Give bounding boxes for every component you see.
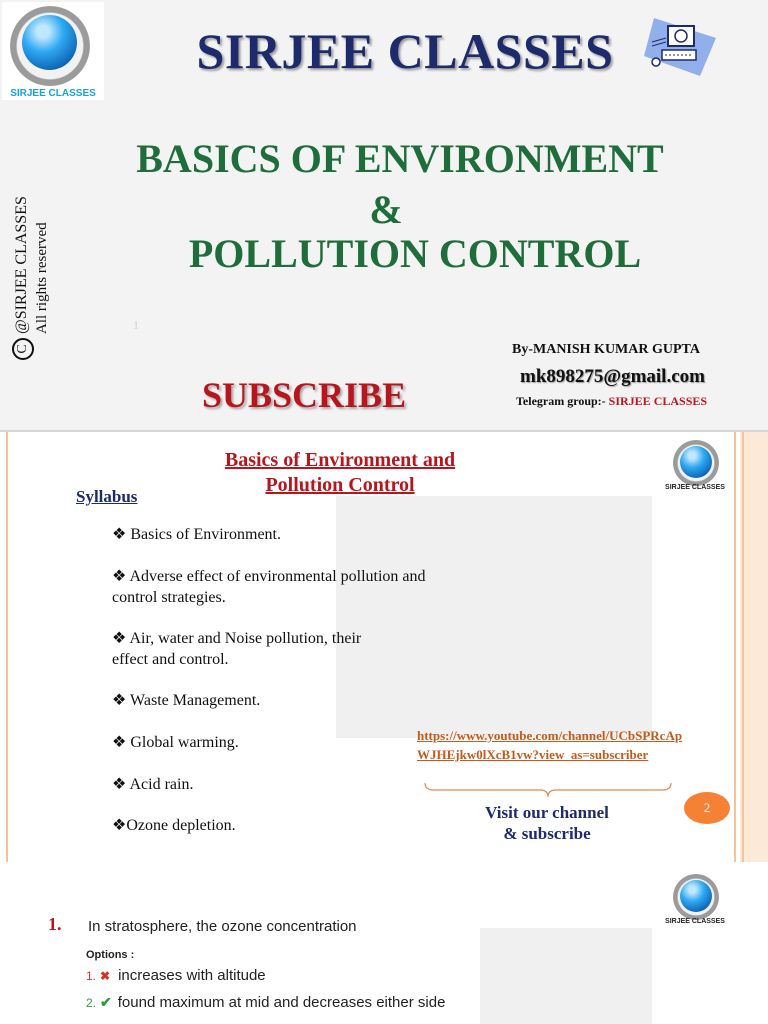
copyright-notice xyxy=(12,180,56,360)
telegram-label: Telegram group:- xyxy=(516,394,609,408)
syllabus-slide xyxy=(0,432,768,862)
globe-icon xyxy=(680,880,712,912)
slide-title-line1: BASICS OF ENVIRONMENT xyxy=(136,136,664,181)
background-panel xyxy=(336,496,652,738)
copyright-line2: All rights reserved xyxy=(34,222,50,334)
syllabus-item-line: ❖Ozone depletion. xyxy=(112,817,236,834)
syllabus-item-line: ❖ Air, water and Noise pollution, their xyxy=(112,630,362,647)
telegram-group-name: SIRJEE CLASSES xyxy=(608,394,708,408)
title-slide xyxy=(0,0,768,432)
visit-channel-text xyxy=(452,802,642,844)
copyright-icon: C xyxy=(12,338,34,360)
sirjee-logo-small xyxy=(663,440,727,496)
visit-line1: Visit our channel xyxy=(485,803,609,822)
syllabus-item-line: ❖ Adverse effect of environmental pollution and xyxy=(112,568,426,585)
syllabus-item-line: control strategies. xyxy=(112,589,226,606)
syllabus-item xyxy=(112,815,236,836)
author-email: mk898275@gmail.com xyxy=(520,366,705,387)
copyright-line1: @SIRJEE CLASSES xyxy=(13,196,30,334)
cross-icon: ✖ xyxy=(100,969,111,983)
slide-side-band-line xyxy=(742,432,744,862)
globe-icon xyxy=(680,446,712,478)
option-number: 1. xyxy=(86,969,97,983)
subscribe-text: SUBSCRIBE xyxy=(202,375,407,415)
question-text: In stratosphere, the ozone concentration xyxy=(88,918,357,935)
syllabus-title-line1: Basics of Environment and xyxy=(224,449,456,471)
youtube-channel-link[interactable]: https://www.youtube.com/channel/UCbSPRcApWJHEjkw0lXcB1vw?view_as=subscriber xyxy=(417,728,683,762)
author-byline: By-MANISH KUMAR GUPTA xyxy=(512,342,700,357)
syllabus-heading: Syllabus xyxy=(76,487,138,506)
slide-border-right xyxy=(734,432,736,862)
background-panel xyxy=(480,928,652,1024)
slide-title-ampersand: & xyxy=(369,187,403,232)
syllabus-item-line: ❖ Global warming. xyxy=(112,734,239,751)
option-text: found maximum at mid and decreases either side xyxy=(117,994,446,1011)
slide-border-left xyxy=(6,432,8,862)
telegram-group xyxy=(516,394,707,409)
syllabus-item xyxy=(112,774,193,795)
options-title: Options : xyxy=(86,949,135,961)
logo-text: SIRJEE CLASSES xyxy=(665,918,725,925)
option-number: 2. xyxy=(86,996,97,1010)
page-number-badge: 2 xyxy=(684,792,730,824)
syllabus-title xyxy=(180,448,500,498)
question-number: 1. xyxy=(48,914,62,934)
syllabus-item-line: effect and control. xyxy=(112,651,229,668)
brace-icon xyxy=(424,782,672,798)
syllabus-title-line2: Pollution Control xyxy=(265,474,415,496)
option-row[interactable] xyxy=(86,994,445,1011)
syllabus-item xyxy=(112,566,426,608)
syllabus-item-line: ❖ Acid rain. xyxy=(112,776,194,793)
syllabus-item xyxy=(112,732,239,753)
computer-icon xyxy=(640,8,720,78)
brand-title: SIRJEE CLASSES xyxy=(196,23,614,79)
sirjee-logo-small xyxy=(663,874,727,930)
visit-line2: & subscribe xyxy=(503,824,591,843)
globe-icon xyxy=(22,15,77,70)
syllabus-item xyxy=(112,524,281,545)
logo-text: SIRJEE CLASSES xyxy=(665,484,725,491)
option-text: increases with altitude xyxy=(118,967,266,984)
syllabus-item xyxy=(112,628,361,670)
option-row[interactable] xyxy=(86,967,266,984)
slide-side-band xyxy=(740,432,768,862)
syllabus-item-line: ❖ Basics of Environment. xyxy=(112,526,281,543)
question-slide xyxy=(0,864,768,1024)
syllabus-item xyxy=(112,690,260,711)
logo-text: SIRJEE CLASSES xyxy=(10,88,96,99)
sirjee-logo xyxy=(2,2,104,100)
page-number: 1 xyxy=(133,318,139,332)
check-icon: ✔ xyxy=(100,994,112,1010)
syllabus-item-line: ❖ Waste Management. xyxy=(112,692,261,709)
slide-title-line3: POLLUTION CONTROL xyxy=(188,231,642,276)
